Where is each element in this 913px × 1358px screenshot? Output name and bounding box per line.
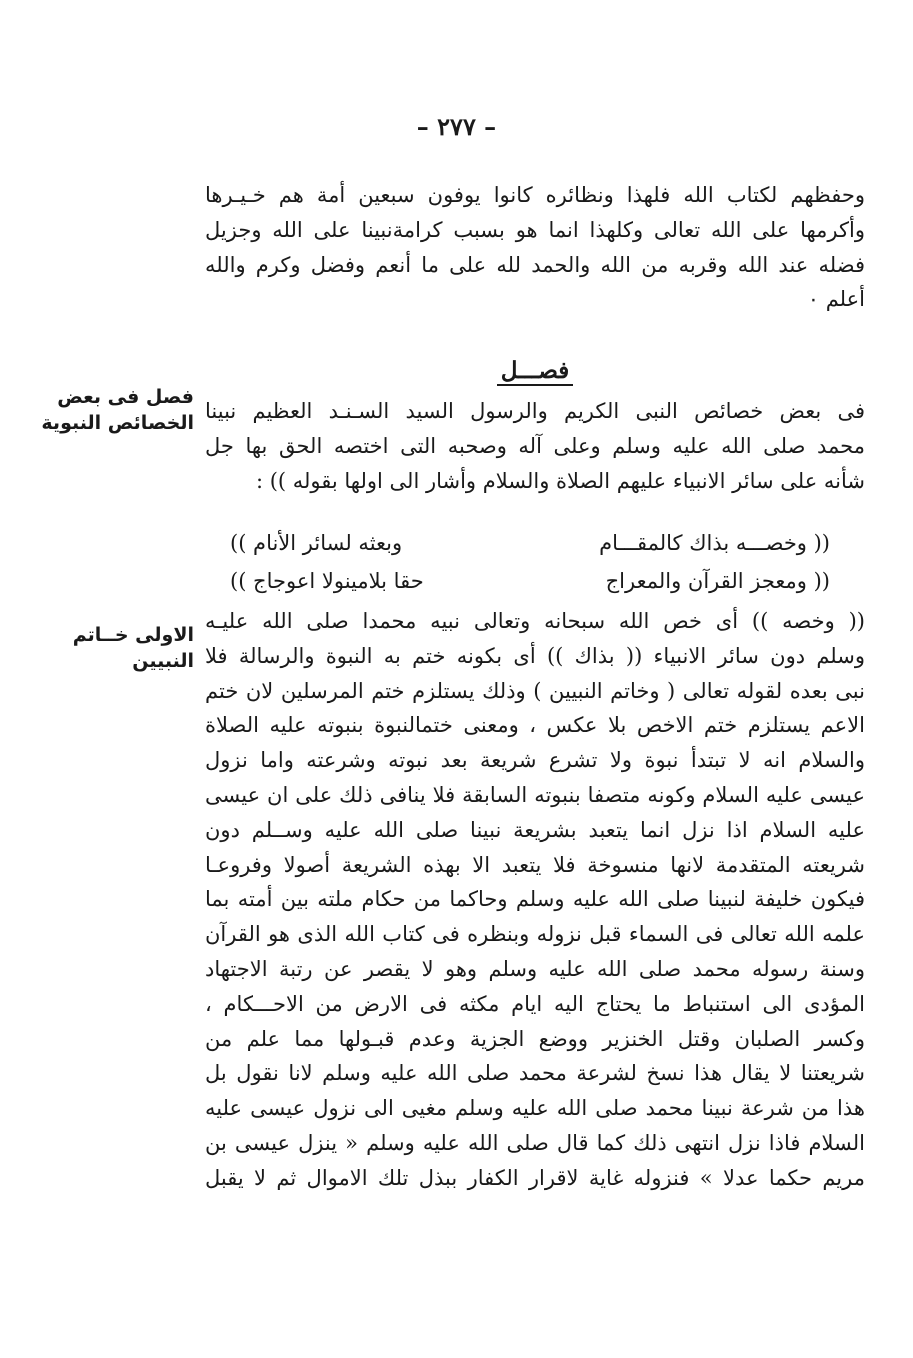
text-line: المؤدى الى استنباط ما يحتاج اليه ايام مكثه فى الارض من الاحـــكام ،	[205, 991, 865, 1016]
margin-note-line: فصل فى بعض	[57, 386, 194, 408]
section-heading-text: فصـــل	[497, 357, 574, 386]
text-line: عليه السلام اذا نزل انما يتعبد بشريعة نبينا صلى الله عليه وســلم دون	[205, 817, 865, 842]
text-line: وكسر الصلبان وقتل الخنزير ووضع الجزية وعدم قبـولها مما علم من	[205, 1026, 865, 1051]
section2-paragraph	[205, 604, 865, 1196]
margin-note-line: الخصائص النبوية	[41, 412, 194, 434]
text-line: شأنه على سائر الانبياء عليهم الصلاة والسلام وأشار الى اولها بقوله )) :	[255, 468, 865, 493]
text-line: أعلم ٠	[807, 287, 865, 312]
text-line: (( وخصه )) أى خص الله سبحانه وتعالى نبيه محمدا صلى الله عليـه	[205, 609, 865, 633]
verse-first-hemistich: (( ومعجز القرآن والمعراج	[605, 569, 830, 593]
text-line: مريم حكما عدلا » فنزوله غاية لاقرار الكفار ببذل تلك الاموال ثم لا يقبل	[205, 1165, 865, 1190]
margin-note-2	[14, 622, 194, 674]
page-number: – ٢٧٧ –	[416, 112, 497, 141]
text-line: فضله عند الله وقربه من الله والحمد لله على ما أنعم وفضل وكرم والله	[205, 252, 865, 277]
margin-note-1	[14, 384, 194, 436]
verse-first-hemistich: (( وخصـــه بذاك كالمقـــام	[599, 531, 830, 555]
text-line: فيكون خليفة لنبينا صلى الله عليه وسلم وحاكما من حكام ملته بين أمته بما	[205, 887, 865, 912]
text-line: علمه الله تعالى فى السماء قبل نزوله وبنظره فى كتاب الله الذى هو القرآن	[205, 922, 865, 947]
text-line: شريعتنا لا يقال هذا نسخ لشرعة محمد صلى الله عليه وسلم لانا نقول بل	[205, 1061, 865, 1086]
text-line: الاعم يستلزم ختم الاخص بلا عكس ، ومعنى ختمالنبوة بنبوته عليه الصلاة	[205, 713, 865, 738]
poem-verse	[230, 524, 830, 562]
text-line: وأكرمها على الله تعالى وكلهذا انما هو بسبب كرامةنبينا على الله وجزيل	[205, 217, 865, 242]
verse-second-hemistich: وبعثه لسائر الأنام ))	[230, 531, 403, 555]
margin-note-line: النبيين	[132, 650, 194, 672]
section1-paragraph	[205, 394, 865, 498]
text-line: شريعته المتقدمة لانها منسوخة فلا يتعبد الا بهذه الشريعة أصولا وفروعـا	[205, 852, 865, 877]
verse-second-hemistich: حقا بلامينولا اعوجاج ))	[230, 569, 424, 593]
text-line: محمد صلى الله عليه وسلم وعلى آله وصحبه التى اختصه الحق بها جل	[205, 433, 865, 458]
poem-verse	[230, 562, 830, 600]
text-line: وسلم دون سائر الانبياء (( بذاك )) أى بكونه ختم به النبوة والرسالة فلا	[205, 643, 865, 668]
text-line: فى بعض خصائص النبى الكريم والرسول السيد السـنـد العظيم نبينا	[205, 399, 865, 423]
text-line: نبى بعده لقوله تعالى ( وخاتم النبيين ) وذلك يستلزم ختم المرسلين لان ختم	[205, 678, 865, 703]
margin-note-line: الاولى خــاتم	[72, 624, 194, 646]
text-line: السلام فاذا نزل انتهى ذلك كما قال صلى الله عليه وسلم « ينزل عيسى بن	[205, 1130, 865, 1155]
text-line: هذا من شرعة نبينا محمد صلى الله عليه وسلم مغيى الى نزول عيسى عليه	[205, 1096, 865, 1121]
text-line: وحفظهم لكتاب الله فلهذا ونظائره كانوا يوفون سبعين أمة هم خـيـرها	[205, 183, 865, 207]
text-line: عيسى عليه السلام وكونه متصفا بنبوته السابقة فلا ينافى ذلك على ان عيسى	[205, 782, 865, 807]
text-line: وسنة رسوله محمد صلى الله عليه وسلم وهو لا يقصر عن رتبة الاجتهاد	[205, 956, 865, 981]
section-heading	[205, 357, 865, 384]
intro-paragraph	[205, 178, 865, 317]
text-line: والسلام انه لا تبتدأ نبوة ولا تشرع شريعة بعد نبوته وشرعته واما نزول	[205, 748, 865, 773]
poem-verses	[230, 524, 830, 600]
